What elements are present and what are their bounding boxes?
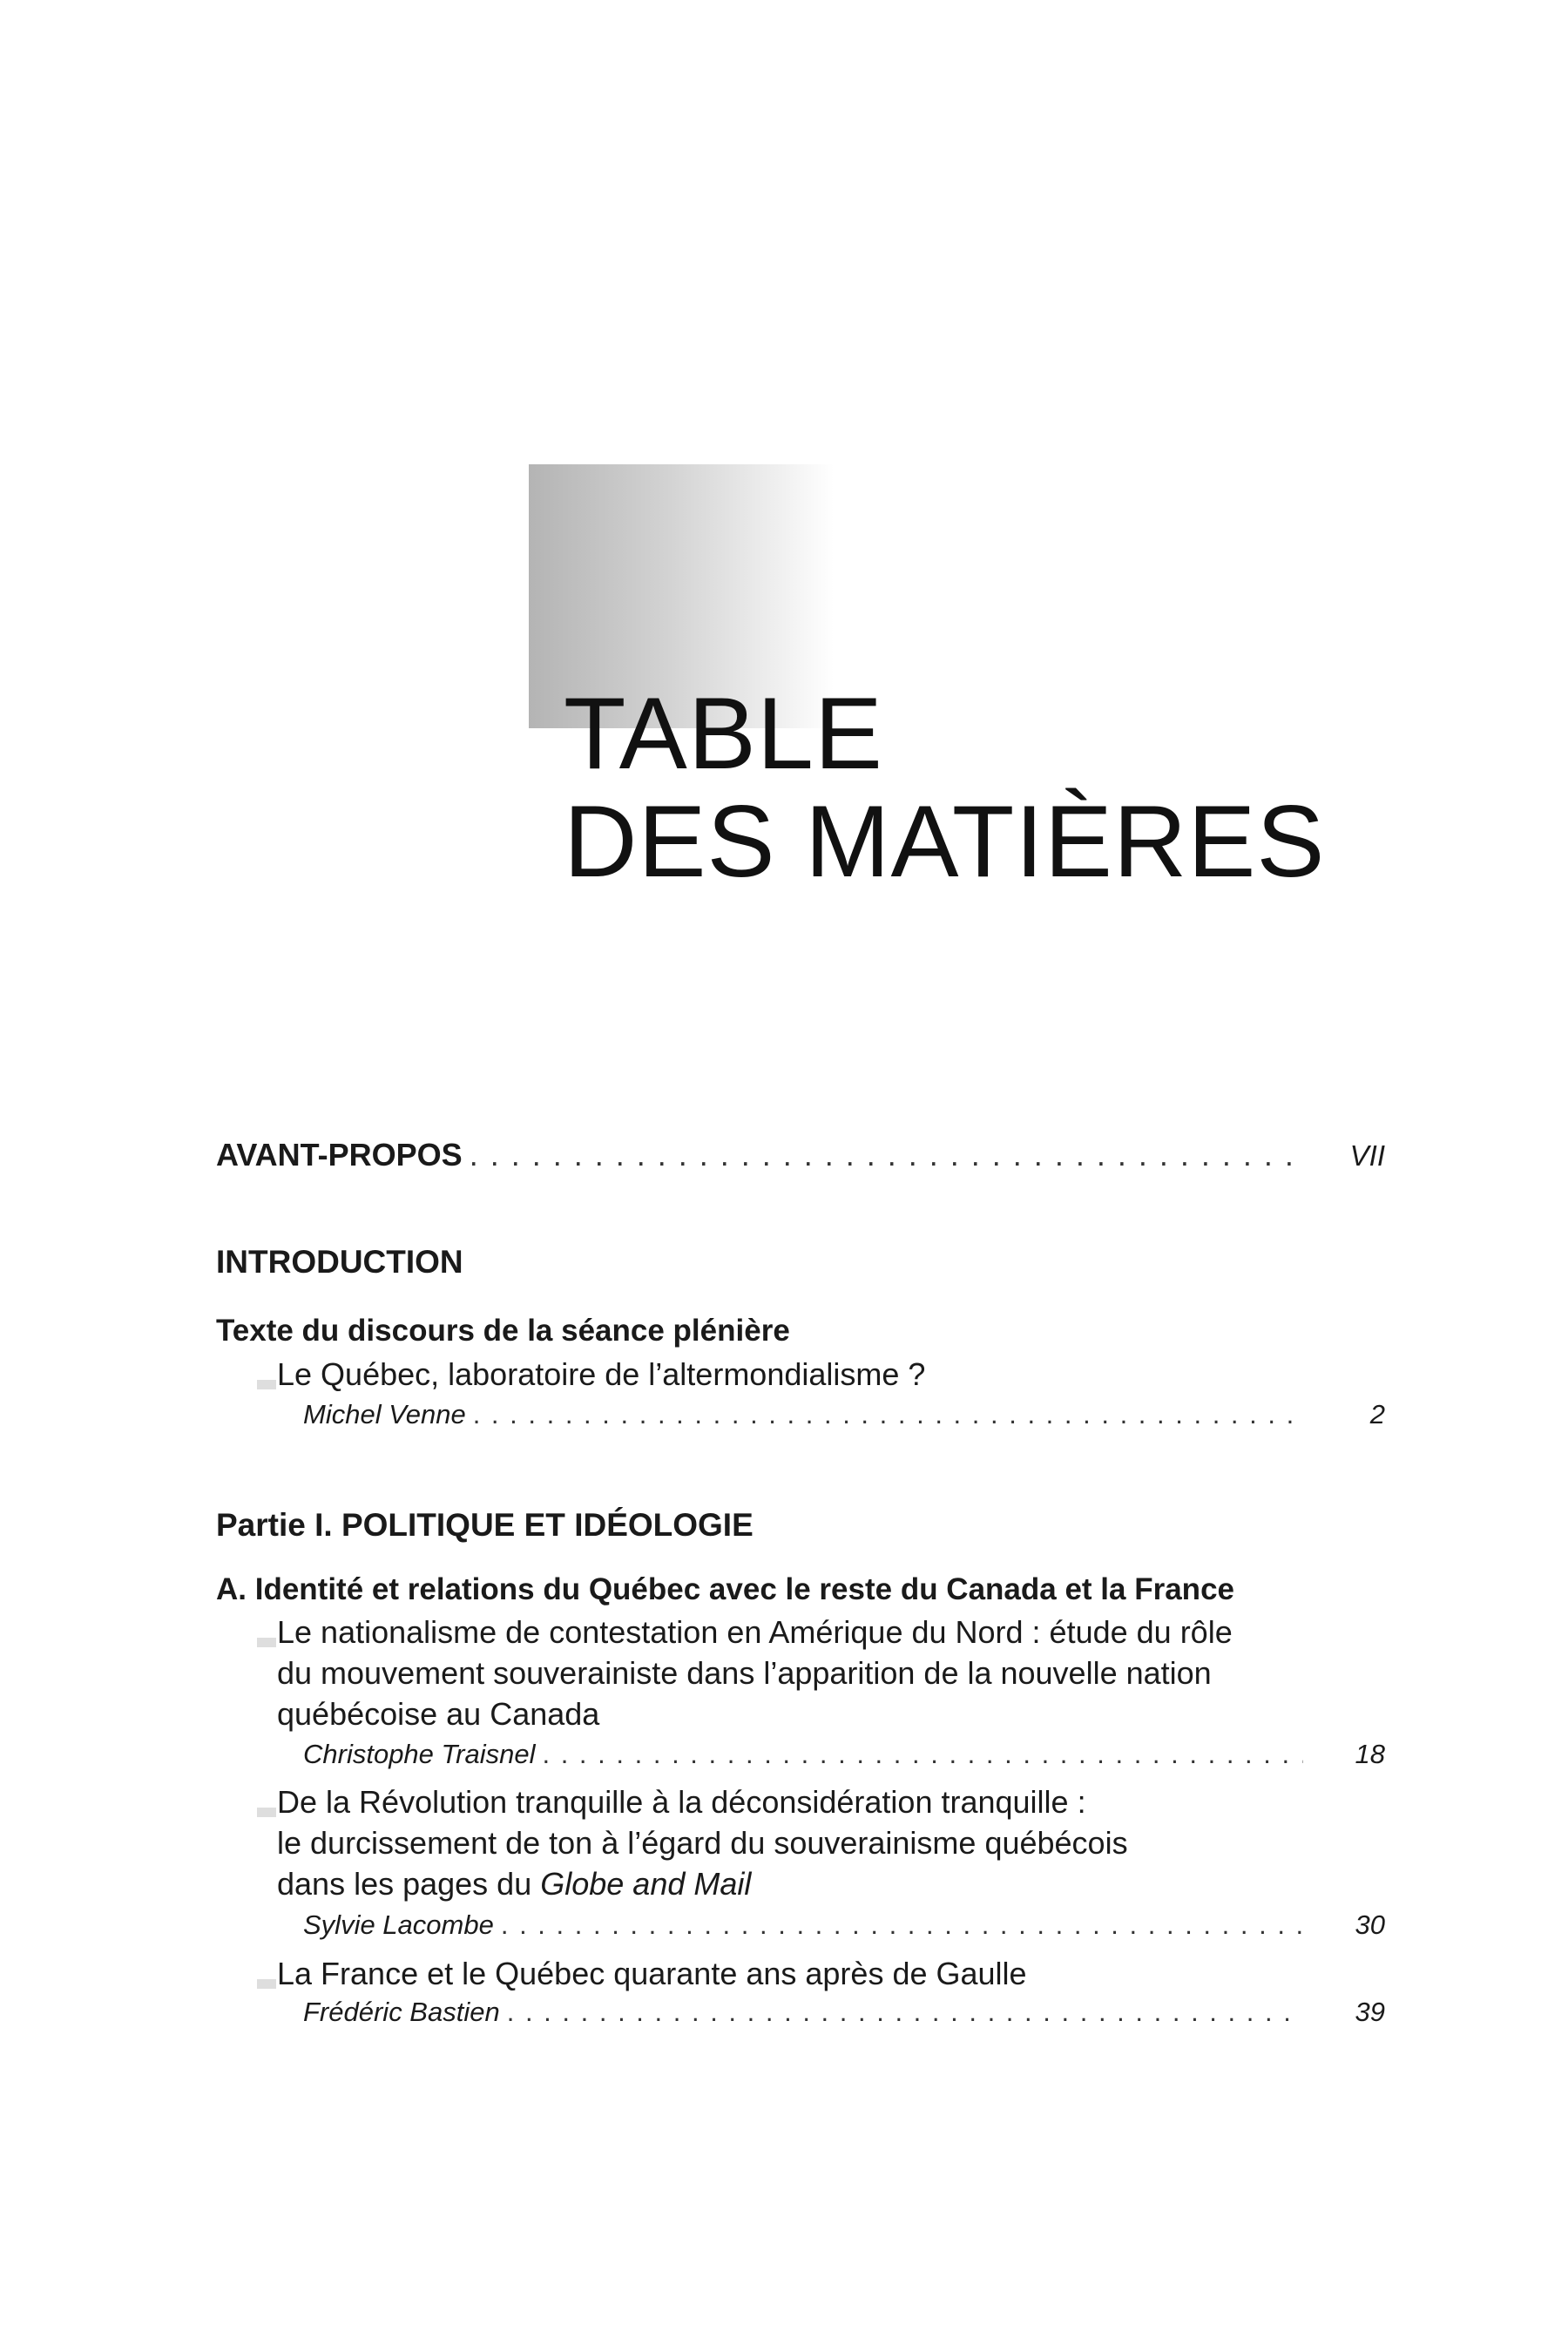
bullet-marker [257, 1380, 276, 1389]
toc-page-number: 30 [1355, 1909, 1385, 1940]
bullet-marker [257, 1979, 276, 1989]
toc-article-title[interactable] [277, 1354, 1385, 1395]
toc-article-title[interactable] [277, 1612, 1385, 1734]
bullet-marker [257, 1638, 276, 1647]
article-title-line [277, 1863, 1385, 1904]
subsection-heading-a: A. Identité et relations du Québec avec le reste du Canada et la France [216, 1572, 1234, 1606]
section-heading-partie-1: Partie I. POLITIQUE ET IDÉOLOGIE [216, 1507, 754, 1543]
toc-entry-label: AVANT-PROPOS [216, 1137, 463, 1173]
toc-article-title[interactable] [277, 1781, 1385, 1904]
page-title-line-1: TABLE [564, 676, 883, 790]
section-heading-introduction: INTRODUCTION [216, 1244, 463, 1280]
article-title-line: Le nationalisme de contestation en Amérique du Nord : étude du rôle [277, 1614, 1233, 1650]
article-title-line: québécoise au Canada [277, 1696, 600, 1732]
toc-article-title[interactable] [277, 1953, 1385, 1994]
dot-leader [542, 1739, 1303, 1770]
article-title-prefix: dans les pages du [277, 1866, 541, 1902]
article-title-italic: Globe and Mail [540, 1866, 752, 1902]
dot-leader [501, 1909, 1303, 1941]
dot-leader [470, 1137, 1303, 1173]
subsection-heading-discours: Texte du discours de la séance plénière [216, 1314, 790, 1348]
toc-page-number: VII [1349, 1139, 1385, 1172]
bullet-marker [257, 1808, 276, 1817]
article-title-line: La France et le Québec quarante ans après de Gaulle [277, 1956, 1027, 1991]
toc-entry-author[interactable] [303, 1909, 1385, 1941]
dot-leader [473, 1399, 1303, 1430]
toc-page-number: 2 [1369, 1399, 1385, 1429]
author-name: Frédéric Bastien [303, 1997, 500, 2027]
toc-page-number: 39 [1355, 1997, 1385, 2027]
author-name: Michel Venne [303, 1399, 466, 1429]
toc-entry-author[interactable] [303, 1739, 1385, 1770]
author-name: Christophe Traisnel [303, 1739, 536, 1769]
article-title-line: De la Révolution tranquille à la déconsidération tranquille : [277, 1784, 1086, 1820]
page-title-line-2: DES MATIÈRES [564, 784, 1326, 898]
article-title-line: du mouvement souverainiste dans l’apparition de la nouvelle nation [277, 1655, 1212, 1691]
article-title-line: le durcissement de ton à l’égard du souverainisme québécois [277, 1825, 1128, 1861]
toc-page-number: 18 [1355, 1739, 1385, 1769]
page-title [564, 676, 1326, 898]
article-title-line: Le Québec, laboratoire de l’altermondialisme ? [277, 1356, 926, 1392]
toc-entry-author[interactable] [303, 1399, 1385, 1430]
dot-leader [507, 1997, 1303, 2028]
toc-entry-avant-propos[interactable] [216, 1137, 1385, 1173]
toc-entry-author[interactable] [303, 1997, 1385, 2028]
author-name: Sylvie Lacombe [303, 1909, 494, 1940]
